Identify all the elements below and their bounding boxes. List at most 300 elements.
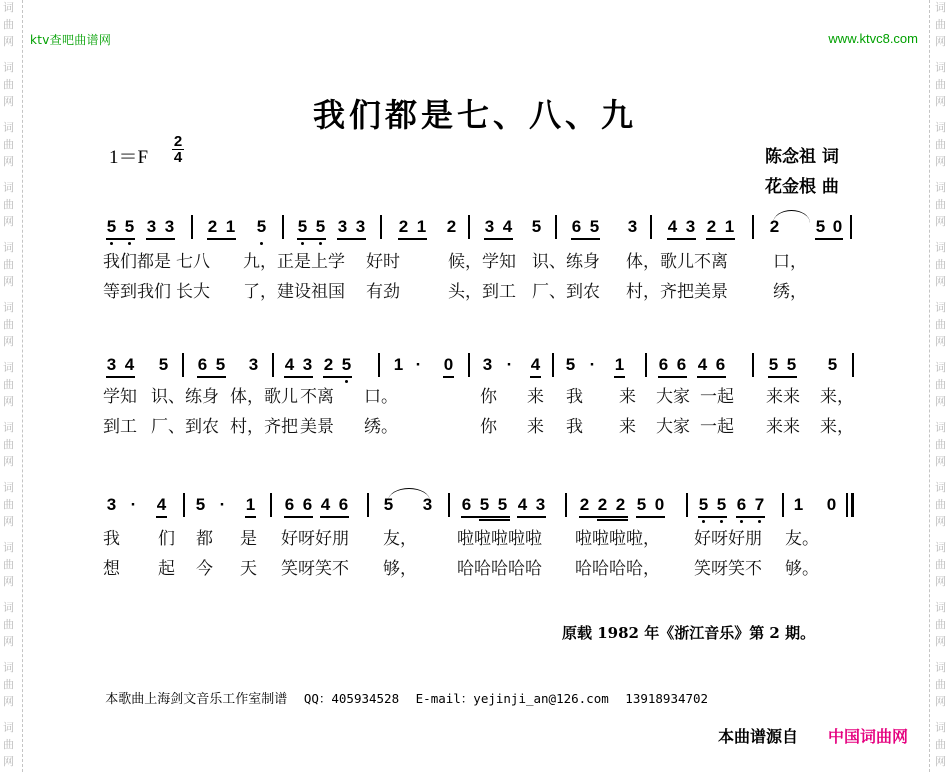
note: 5 xyxy=(215,355,226,374)
note: 4 xyxy=(667,217,678,236)
watermark-char: 曲 xyxy=(3,138,14,151)
lyric-syllables: 九，正是上学 xyxy=(243,252,345,272)
time-signature xyxy=(172,134,184,165)
watermark-char: 网 xyxy=(3,395,14,408)
lyric-syllables: 哈哈哈哈， xyxy=(575,559,660,579)
beam-underline xyxy=(815,238,843,240)
watermark-char: 网 xyxy=(935,455,946,468)
lyric-syllables: 厂、到农 xyxy=(151,417,219,437)
note: 4 xyxy=(284,355,295,374)
bar-line xyxy=(852,353,854,377)
lyric-syllables: 绣。 xyxy=(364,417,398,437)
bar-line xyxy=(380,215,382,239)
beam-underline xyxy=(337,238,366,240)
watermark-char: 曲 xyxy=(3,618,14,631)
note: 6 xyxy=(715,355,726,374)
lyric-syllables: 今 xyxy=(196,559,213,579)
beam-underline xyxy=(697,376,726,378)
watermark-char: 网 xyxy=(935,335,946,348)
beam-underline xyxy=(398,238,427,240)
watermark-char: 曲 xyxy=(935,378,946,391)
watermark-char: 词 xyxy=(3,601,14,614)
beam-underline xyxy=(698,516,727,518)
lyric-syllables: 们 xyxy=(158,529,175,549)
lyric-syllables: 来， xyxy=(820,387,854,407)
lyric-syllables: 大家 xyxy=(656,417,690,437)
lyric-syllables: 口， xyxy=(773,252,807,272)
bar-line xyxy=(448,493,450,517)
bar-line xyxy=(282,215,284,239)
note: 3 xyxy=(146,217,157,236)
note: 6 xyxy=(302,495,313,514)
low-octave-dot xyxy=(345,380,348,383)
watermark-char: 曲 xyxy=(3,738,14,751)
watermark-char: 网 xyxy=(935,215,946,228)
source-note: 原载 1982 年《浙江音乐》第 2 期。 xyxy=(562,624,816,642)
watermark-char: 曲 xyxy=(935,18,946,31)
lyric-syllables: 啦啦啦啦， xyxy=(575,529,660,549)
note: 5 xyxy=(827,355,838,374)
bar-line xyxy=(686,493,688,517)
lyricist-credit: 陈念祖 词 xyxy=(765,147,839,167)
watermark-char: 网 xyxy=(3,335,14,348)
lyric-syllables: 长大 xyxy=(176,282,210,302)
bar-line xyxy=(851,493,854,517)
lyric-syllables: 口。 xyxy=(364,387,398,407)
watermark-char: 曲 xyxy=(3,18,14,31)
bar-line xyxy=(850,215,852,239)
note: 3 xyxy=(627,217,638,236)
watermark-char: 曲 xyxy=(935,558,946,571)
lyric-syllables: 头，到工 xyxy=(448,282,516,302)
lyric-syllables: 体，歌儿 xyxy=(230,387,298,407)
lyric-syllables: 有劲 xyxy=(366,282,400,302)
note: 5 xyxy=(786,355,797,374)
note: 0 xyxy=(654,495,665,514)
phone-number: 13918934702 xyxy=(625,691,709,706)
note: 3 xyxy=(337,217,348,236)
watermark-char: 词 xyxy=(3,361,14,374)
bar-line xyxy=(552,353,554,377)
bar-line xyxy=(182,353,184,377)
bar-line xyxy=(378,353,380,377)
lyric-syllables: 绣， xyxy=(773,282,807,302)
beam-underline xyxy=(614,376,625,378)
beam-underline xyxy=(597,519,628,521)
watermark-char: 曲 xyxy=(935,258,946,271)
watermark-char: 词 xyxy=(3,181,14,194)
watermark-char: 曲 xyxy=(3,438,14,451)
lyric-syllables: 好呀好朋 xyxy=(694,529,762,549)
note: 2 xyxy=(446,217,457,236)
bar-line xyxy=(565,493,567,517)
watermark-char: 词 xyxy=(3,661,14,674)
lyric-syllables: 识、练身 xyxy=(532,252,600,272)
watermark-char: 网 xyxy=(3,215,14,228)
watermark-char: 词 xyxy=(935,181,946,194)
watermark-char: 网 xyxy=(935,275,946,288)
watermark-char: 网 xyxy=(935,155,946,168)
watermark-char: 网 xyxy=(935,695,946,708)
lyric-syllables: 来 xyxy=(619,387,636,407)
composer-credit: 花金根 曲 xyxy=(765,177,839,197)
note: 1 xyxy=(225,217,236,236)
bar-line xyxy=(270,493,272,517)
lyric-syllables: 来， xyxy=(820,417,854,437)
watermark-char: 曲 xyxy=(935,138,946,151)
note: 5 xyxy=(768,355,779,374)
lyric-syllables: 我 xyxy=(566,387,583,407)
bar-line xyxy=(272,353,274,377)
note: 5 xyxy=(479,495,490,514)
note: · xyxy=(130,495,137,514)
watermark-char: 词 xyxy=(935,481,946,494)
beam-underline xyxy=(146,238,175,240)
note: 5 xyxy=(497,495,508,514)
watermark-char: 词 xyxy=(935,661,946,674)
lyric-syllables: 识、练身 xyxy=(151,387,219,407)
email-address[interactable]: E-mail：yejinji_an@126.com xyxy=(415,691,609,706)
lyric-syllables: 哈哈哈哈哈 xyxy=(457,559,542,579)
beam-underline xyxy=(320,516,349,518)
site-url-right[interactable]: www.ktvc8.com xyxy=(828,31,918,46)
lyric-syllables: 友。 xyxy=(785,529,819,549)
note: 2 xyxy=(597,495,608,514)
note: 3 xyxy=(484,217,495,236)
watermark-char: 词 xyxy=(3,121,14,134)
lyric-syllables: 是 xyxy=(240,529,257,549)
watermark-char: 网 xyxy=(3,695,14,708)
bar-line xyxy=(468,353,470,377)
note: 4 xyxy=(156,495,167,514)
lyric-syllables: 我 xyxy=(566,417,583,437)
beam-underline xyxy=(461,516,510,518)
note: 5 xyxy=(383,495,394,514)
low-octave-dot xyxy=(301,242,304,245)
bar-line xyxy=(191,215,193,239)
watermark-char: 曲 xyxy=(935,198,946,211)
beam-underline xyxy=(207,238,236,240)
beam-underline xyxy=(667,238,696,240)
beam-underline xyxy=(706,238,735,240)
watermark-char: 曲 xyxy=(3,258,14,271)
lyric-syllables: 体，歌儿不离 xyxy=(626,252,728,272)
note: 4 xyxy=(697,355,708,374)
origin-label: 本曲谱源自 xyxy=(718,727,799,746)
tie-arc xyxy=(773,210,810,223)
low-octave-dot xyxy=(128,242,131,245)
lyric-syllables: 你 xyxy=(480,387,497,407)
watermark-char: 网 xyxy=(935,515,946,528)
note: 6 xyxy=(338,495,349,514)
lyric-syllables: 啦啦啦啦啦 xyxy=(457,529,542,549)
note: 4 xyxy=(502,217,513,236)
watermark-char: 网 xyxy=(3,635,14,648)
bar-line xyxy=(555,215,557,239)
note: 1 xyxy=(393,355,404,374)
tie-arc xyxy=(388,488,430,501)
watermark-char: 曲 xyxy=(3,318,14,331)
watermark-char: 曲 xyxy=(935,78,946,91)
watermark-char: 词 xyxy=(935,721,946,734)
lyric-syllables: 起 xyxy=(158,559,175,579)
watermark-char: 曲 xyxy=(3,198,14,211)
watermark-char: 曲 xyxy=(3,498,14,511)
note: 1 xyxy=(793,495,804,514)
lyric-syllables: 来来 xyxy=(766,387,800,407)
watermark-char: 词 xyxy=(3,481,14,494)
lyric-syllables: 我 xyxy=(103,529,120,549)
beam-underline xyxy=(443,376,454,378)
note: 2 xyxy=(579,495,590,514)
note: 5 xyxy=(106,217,117,236)
note: 4 xyxy=(124,355,135,374)
origin-site-link[interactable]: 中国词曲网 xyxy=(828,727,909,746)
lyric-syllables: 美景 xyxy=(300,417,334,437)
lyric-syllables: 我们都是 xyxy=(103,252,171,272)
lyric-syllables: 你 xyxy=(480,417,497,437)
bar-line xyxy=(650,215,652,239)
note: 2 xyxy=(207,217,218,236)
beam-underline xyxy=(517,516,546,518)
beam-underline xyxy=(571,238,600,240)
watermark-char: 曲 xyxy=(3,558,14,571)
watermark-char: 网 xyxy=(3,35,14,48)
lyric-syllables: 候，学知 xyxy=(448,252,516,272)
low-octave-dot xyxy=(110,242,113,245)
watermark-char: 网 xyxy=(3,455,14,468)
lyric-syllables: 一起 xyxy=(700,417,734,437)
lyric-syllables: 等到我们 xyxy=(103,282,171,302)
note: 2 xyxy=(769,217,780,236)
note: 3 xyxy=(355,217,366,236)
lyric-syllables: 好呀好朋 xyxy=(281,529,349,549)
watermark-char: 词 xyxy=(3,721,14,734)
key-signature: 1＝F xyxy=(109,147,149,168)
watermark-char: 词 xyxy=(935,361,946,374)
watermark-char: 词 xyxy=(3,241,14,254)
studio-name: 本歌曲上海剑文音乐工作室制谱 xyxy=(105,692,288,707)
note: 3 xyxy=(106,355,117,374)
watermark-char: 词 xyxy=(935,601,946,614)
low-octave-dot xyxy=(260,242,263,245)
beam-underline xyxy=(479,519,510,521)
low-octave-dot xyxy=(758,520,761,523)
watermark-char: 网 xyxy=(935,35,946,48)
watermark-char: 曲 xyxy=(935,438,946,451)
note: 6 xyxy=(571,217,582,236)
watermark-char: 网 xyxy=(3,95,14,108)
note: 3 xyxy=(106,495,117,514)
note: · xyxy=(415,355,422,374)
note: 6 xyxy=(197,355,208,374)
note: 6 xyxy=(658,355,669,374)
low-octave-dot xyxy=(720,520,723,523)
note: 0 xyxy=(443,355,454,374)
beam-underline xyxy=(484,238,513,240)
bar-line xyxy=(782,493,784,517)
note: 4 xyxy=(320,495,331,514)
lyric-syllables: 笑呀笑不 xyxy=(694,559,762,579)
watermark-char: 词 xyxy=(3,301,14,314)
watermark-char: 网 xyxy=(935,95,946,108)
note: 5 xyxy=(716,495,727,514)
lyric-syllables: 来 xyxy=(619,417,636,437)
lyric-syllables: 不离 xyxy=(300,387,334,407)
watermark-char: 词 xyxy=(935,421,946,434)
note: 3 xyxy=(535,495,546,514)
note: 5 xyxy=(565,355,576,374)
lyric-syllables: 够， xyxy=(383,559,417,579)
note: 3 xyxy=(164,217,175,236)
beam-underline xyxy=(297,238,326,240)
note: 3 xyxy=(248,355,259,374)
note: 1 xyxy=(245,495,256,514)
beam-underline xyxy=(284,376,313,378)
note: 0 xyxy=(832,217,843,236)
note: 6 xyxy=(676,355,687,374)
lyric-syllables: 村，齐把美景 xyxy=(626,282,728,302)
lyric-syllables: 来来 xyxy=(766,417,800,437)
beam-underline xyxy=(323,376,352,378)
note: 5 xyxy=(698,495,709,514)
beam-underline xyxy=(106,238,135,240)
song-title: 我们都是七、八、九 xyxy=(312,96,637,134)
note: · xyxy=(589,355,596,374)
note: 1 xyxy=(614,355,625,374)
watermark-char: 曲 xyxy=(935,678,946,691)
watermark-char: 词 xyxy=(935,241,946,254)
note: 6 xyxy=(461,495,472,514)
lyric-syllables: 都 xyxy=(196,529,213,549)
lyric-syllables: 天 xyxy=(240,559,257,579)
bar-line xyxy=(752,215,754,239)
lyric-syllables: 村，齐把 xyxy=(230,417,298,437)
beam-underline xyxy=(106,376,135,378)
low-octave-dot xyxy=(740,520,743,523)
note: 3 xyxy=(482,355,493,374)
watermark-char: 词 xyxy=(935,61,946,74)
lyric-syllables: 到工 xyxy=(103,417,137,437)
watermark-char: 曲 xyxy=(3,78,14,91)
watermark-char: 网 xyxy=(3,575,14,588)
bar-line xyxy=(183,493,185,517)
lyric-syllables: 友， xyxy=(383,529,417,549)
beam-underline xyxy=(768,376,797,378)
watermark-char: 曲 xyxy=(3,378,14,391)
beam-underline xyxy=(245,516,256,518)
note: 5 xyxy=(815,217,826,236)
watermark-char: 曲 xyxy=(935,498,946,511)
note: 4 xyxy=(517,495,528,514)
lyric-syllables: 一起 xyxy=(700,387,734,407)
lyric-syllables: 了，建设祖国 xyxy=(243,282,345,302)
meter-bottom: 4 xyxy=(173,149,183,166)
watermark-char: 网 xyxy=(3,155,14,168)
note: 4 xyxy=(530,355,541,374)
note: · xyxy=(506,355,513,374)
note: 2 xyxy=(615,495,626,514)
lyric-syllables: 够。 xyxy=(785,559,819,579)
watermark-char: 网 xyxy=(935,755,946,768)
note: 2 xyxy=(706,217,717,236)
watermark-char: 网 xyxy=(3,515,14,528)
bar-line xyxy=(752,353,754,377)
lyric-syllables: 来 xyxy=(527,387,544,407)
watermark-char: 网 xyxy=(935,635,946,648)
note: 7 xyxy=(754,495,765,514)
note: 6 xyxy=(284,495,295,514)
note: 3 xyxy=(302,355,313,374)
bar-line xyxy=(468,215,470,239)
watermark-char: 曲 xyxy=(935,618,946,631)
note: 5 xyxy=(341,355,352,374)
watermark-char: 词 xyxy=(3,61,14,74)
beam-underline xyxy=(736,516,765,518)
low-octave-dot xyxy=(319,242,322,245)
beam-underline xyxy=(579,516,628,518)
beam-underline xyxy=(636,516,665,518)
footer-contact xyxy=(97,673,708,707)
lyric-syllables: 七八 xyxy=(176,252,210,272)
watermark-char: 词 xyxy=(935,541,946,554)
watermark-char: 网 xyxy=(935,575,946,588)
note: 3 xyxy=(422,495,433,514)
watermark-char: 曲 xyxy=(3,678,14,691)
beam-underline xyxy=(197,376,226,378)
note: 3 xyxy=(685,217,696,236)
lyric-syllables: 想 xyxy=(103,559,120,579)
low-octave-dot xyxy=(702,520,705,523)
note: 5 xyxy=(195,495,206,514)
beam-underline xyxy=(530,376,541,378)
note: 5 xyxy=(589,217,600,236)
site-name-left[interactable]: ktv查吧曲谱网 xyxy=(30,33,112,47)
watermark-char: 曲 xyxy=(935,318,946,331)
watermark-char: 网 xyxy=(3,275,14,288)
lyric-syllables: 大家 xyxy=(656,387,690,407)
watermark-char: 词 xyxy=(3,421,14,434)
bar-line xyxy=(367,493,369,517)
note: · xyxy=(219,495,226,514)
watermark-char: 词 xyxy=(935,301,946,314)
note: 5 xyxy=(297,217,308,236)
note: 2 xyxy=(398,217,409,236)
note: 1 xyxy=(416,217,427,236)
lyric-syllables: 来 xyxy=(527,417,544,437)
note: 1 xyxy=(724,217,735,236)
note: 5 xyxy=(315,217,326,236)
note: 5 xyxy=(256,217,267,236)
note: 5 xyxy=(158,355,169,374)
lyric-syllables: 好时 xyxy=(366,252,400,272)
watermark-char: 词 xyxy=(3,1,14,14)
beam-underline xyxy=(658,376,687,378)
note: 2 xyxy=(323,355,334,374)
watermark-char: 网 xyxy=(935,395,946,408)
note: 6 xyxy=(736,495,747,514)
watermark-char: 词 xyxy=(935,121,946,134)
watermark-char: 曲 xyxy=(935,738,946,751)
beam-underline xyxy=(156,516,167,518)
lyric-syllables: 笑呀笑不 xyxy=(281,559,349,579)
beam-underline xyxy=(284,516,313,518)
watermark-char: 词 xyxy=(935,1,946,14)
meter-top: 2 xyxy=(173,133,183,150)
bar-line xyxy=(846,493,848,517)
note: 5 xyxy=(124,217,135,236)
qq-number: QQ：405934528 xyxy=(303,691,400,706)
